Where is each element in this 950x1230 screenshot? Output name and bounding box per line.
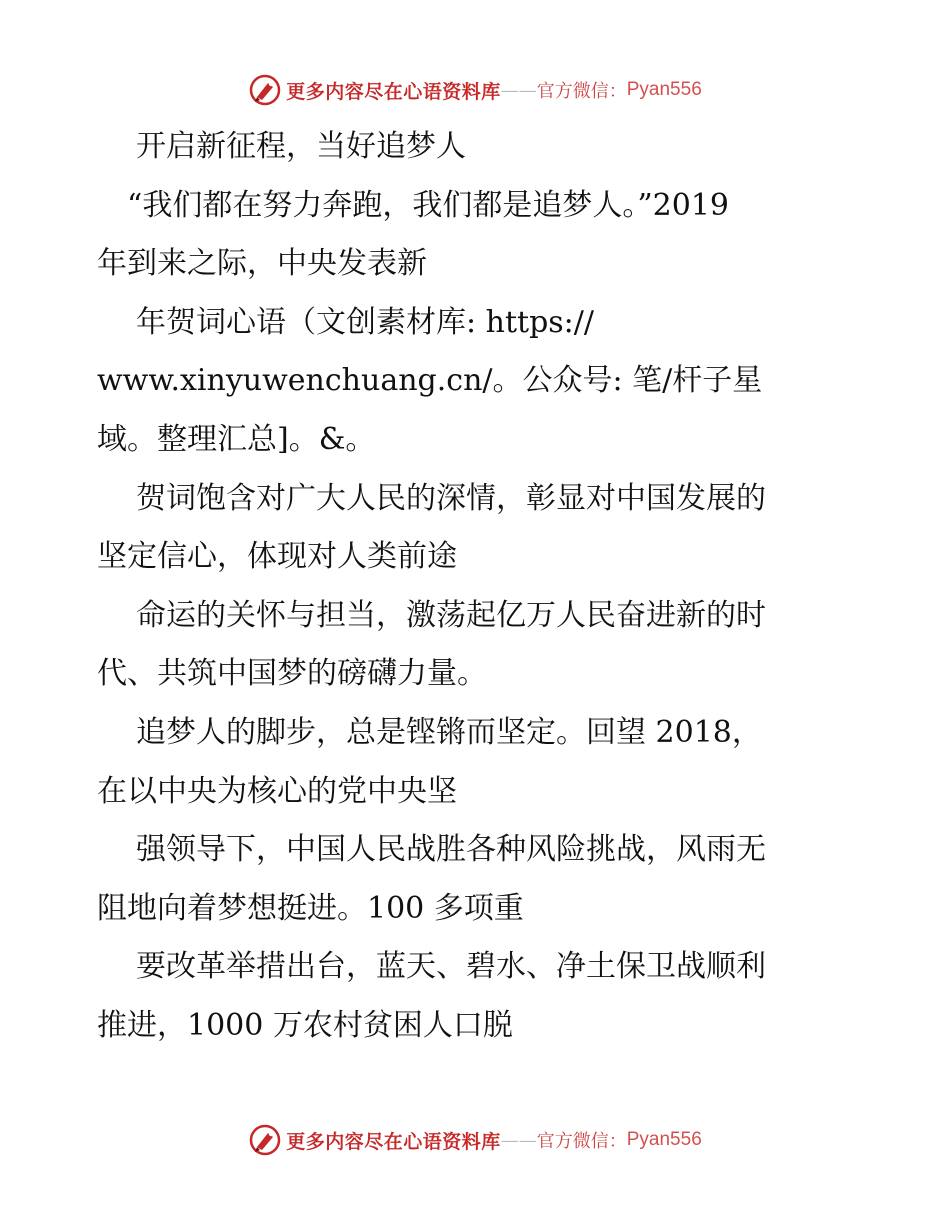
body-line: 在以中央为核心的党中央坚: [97, 773, 457, 809]
body-line: 开启新征程，当好追梦人: [136, 129, 466, 164]
watermark-text: 更多内容尽在心语资料库: [286, 1130, 501, 1153]
body-line: www.xinyuwenchuang.cn/。公众号: 笔/杆子星: [97, 363, 763, 399]
body-line: 推进，1000 万农村贫困人口脱: [97, 1007, 513, 1043]
pen-logo-icon: [248, 73, 282, 107]
body-line: 阻地向着梦想挺进。100 多项重: [97, 890, 524, 926]
watermark-separator: ——: [500, 1129, 537, 1151]
header-watermark: [0, 70, 950, 110]
watermark-contact-label: 官方微信：: [536, 81, 627, 102]
watermark-contact-id: Pyan556: [626, 1129, 702, 1150]
document-body: [97, 118, 857, 1056]
body-line: 坚定信心，体现对人类前途: [97, 539, 457, 575]
watermark-contact-label: 官方微信：: [536, 1131, 627, 1152]
footer-watermark: [0, 1120, 950, 1160]
body-line: 年贺词心语（文创素材库: https://: [136, 304, 594, 340]
watermark-contact-id: Pyan556: [626, 79, 702, 100]
body-line: 代、共筑中国梦的磅礴力量。: [97, 656, 487, 692]
watermark-text: 更多内容尽在心语资料库: [286, 80, 501, 103]
body-line: 强领导下，中国人民战胜各种风险挑战，风雨无: [136, 832, 766, 868]
body-line: 要改革举措出台，蓝天、碧水、净土保卫战顺利: [136, 949, 766, 985]
body-line: “我们都在努力奔跑，我们都是追梦人。”2019: [127, 187, 730, 223]
body-line: 命运的关怀与担当，激荡起亿万人民奋进新的时: [136, 597, 766, 633]
pen-logo-icon: [248, 1123, 282, 1157]
body-line: 域。整理汇总]。&。: [97, 421, 376, 457]
body-line: 追梦人的脚步，总是铿锵而坚定。回望 2018，: [136, 714, 762, 750]
watermark-separator: ——: [500, 79, 537, 101]
body-line: 年到来之际，中央发表新: [97, 246, 427, 282]
body-line: 贺词饱含对广大人民的深情，彰显对中国发展的: [136, 480, 766, 516]
